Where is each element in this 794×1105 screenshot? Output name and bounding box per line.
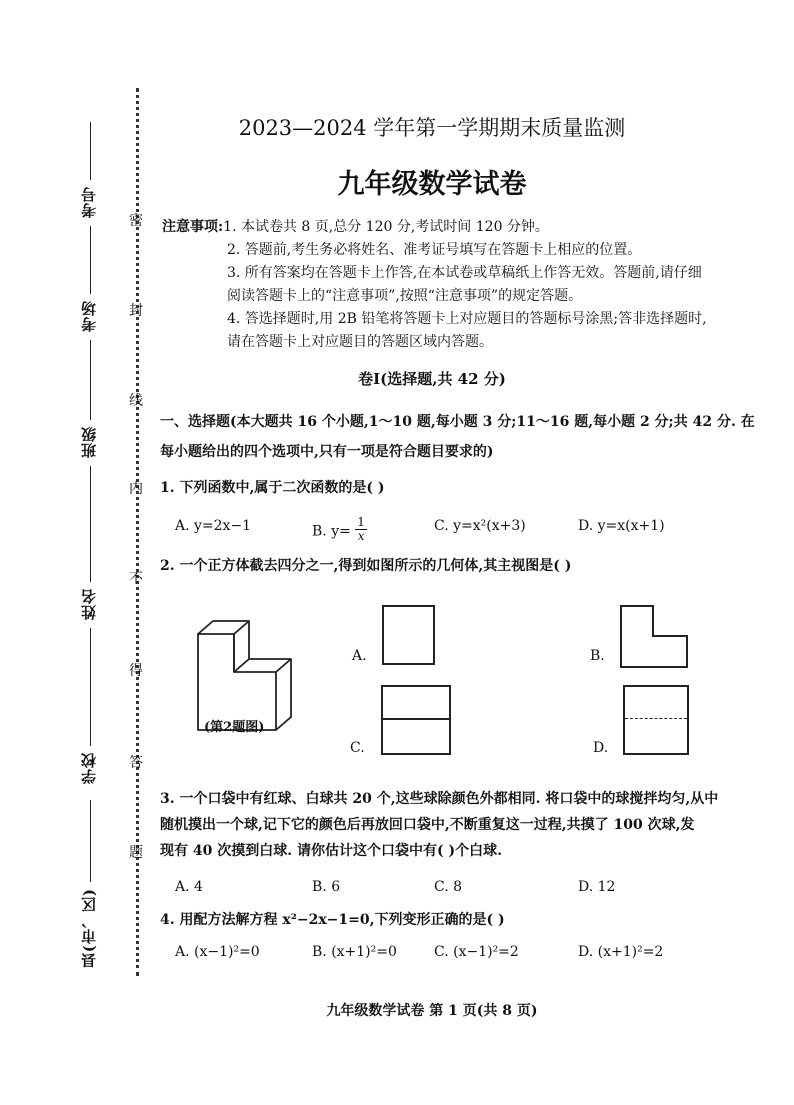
seal-char: 得 (129, 663, 143, 679)
q3-stem-line3: 现有 40 次摸到白球. 请你估计这个口袋中有( )个白球. (160, 843, 502, 859)
q3-option-a: A. 4 (175, 879, 203, 895)
q2-option-d-dashed-line (625, 718, 687, 719)
seal-char: 密 (129, 213, 143, 229)
q2-option-d-label: D. (593, 740, 609, 756)
note-item: 阅读答题卡上的“注意事项”,按照“注意事项”的规定答题。 (227, 288, 583, 304)
q3-stem-line2: 随机摸出一个球,记下它的颜色后再放回口袋中,不断重复这一过程,共摸了 100 次球,发 (160, 817, 695, 833)
q2-option-a-figure (382, 605, 435, 665)
q2-figure-caption: (第2题图) (204, 720, 265, 735)
seal-char: 不 (129, 571, 143, 587)
school-label: 学校 (80, 752, 98, 784)
note-item: 请在答题卡上对应题目的答题区域内答题。 (227, 334, 493, 350)
q4-option-d: D. (x+1)²=2 (578, 944, 664, 960)
q2-option-b-label: B. (590, 648, 605, 664)
class-label: 班级 (80, 426, 98, 458)
county-label: 县(市、区) (80, 888, 98, 969)
exam-room-label: 考场 (80, 300, 98, 332)
q2-option-c-label: C. (350, 740, 365, 756)
q1-option-a: A. y=2x−1 (175, 518, 252, 534)
q2-solid-figure (196, 618, 296, 732)
q3-stem (160, 786, 760, 864)
exam-room-line (90, 226, 91, 294)
seal-char: 答 (129, 755, 143, 771)
note-item: 1. 本试卷共 8 页,总分 120 分,考试时间 120 分钟。 (223, 219, 549, 235)
q2-option-a-label: A. (352, 648, 367, 664)
q1-frac-den: x (357, 529, 365, 543)
q1-stem: 1. 下列函数中,属于二次函数的是( ) (160, 480, 385, 496)
q2-stem: 2. 一个正方体截去四分之一,得到如图所示的几何体,其主视图是( ) (160, 558, 572, 574)
q1-frac-num: 1 (357, 515, 365, 529)
notes-block (162, 216, 742, 354)
exam-number-label: 考号 (80, 186, 98, 218)
notes-label: 注意事项: (162, 219, 224, 235)
q2-option-c-figure (381, 685, 451, 755)
county-line (90, 800, 91, 882)
page-footer: 九年级数学试卷 第 1 页(共 8 页) (326, 1003, 538, 1019)
q1-fraction (355, 516, 367, 543)
exam-subtitle: 2023—2024 学年第一学期期末质量监测 (238, 116, 626, 140)
q2-option-b-figure (620, 605, 690, 669)
school-line (90, 628, 91, 746)
q2-option-c-solid-line (383, 718, 449, 720)
seal-char: 内 (129, 481, 143, 497)
q4-option-a: A. (x−1)²=0 (175, 944, 260, 960)
note-item: 3. 所有答案均在答题卡上作答,在本试卷或草稿纸上作答无效。答题前,请仔细 (227, 265, 702, 281)
seal-char: 题 (129, 845, 143, 861)
q4-stem: 4. 用配方法解方程 x²−2x−1=0,下列变形正确的是( ) (160, 912, 505, 928)
name-label: 姓名 (80, 588, 98, 620)
q2-option-d-figure (623, 685, 689, 755)
exam-title: 九年级数学试卷 (337, 169, 527, 200)
section-heading: 卷Ⅰ(选择题,共 42 分) (358, 370, 506, 388)
q4-option-b: B. (x+1)²=0 (312, 944, 397, 960)
section-intro-line2: 每小题给出的四个选项中,只有一项是符合题目要求的) (160, 444, 494, 460)
q1-option-b (312, 515, 367, 545)
seal-char: 线 (129, 393, 143, 409)
q3-option-b: B. 6 (312, 879, 341, 895)
q1-option-c: C. y=x²(x+3) (434, 518, 526, 534)
q1-option-b-label: B. y= (312, 523, 351, 540)
q1-option-d: D. y=x(x+1) (578, 518, 665, 534)
note-item: 4. 答选择题时,用 2B 铅笔将答题卡上对应题目的答题标号涂黑;答非选择题时, (227, 311, 707, 327)
q3-stem-line1: 3. 一个口袋中有红球、白球共 20 个,这些球除颜色外都相同. 将口袋中的球搅拌均匀,从中 (160, 791, 719, 807)
section-intro-line1: 一、选择题(本大题共 16 个小题,1～10 题,每小题 3 分;11～16 题,每小题 2 分;共 42 分. 在 (160, 414, 755, 430)
note-item: 2. 答题前,考生务必将姓名、准考证号填写在答题卡上相应的位置。 (227, 242, 642, 258)
q4-option-c: C. (x−1)²=2 (434, 944, 519, 960)
q3-option-c: C. 8 (434, 879, 463, 895)
name-line (90, 466, 91, 582)
q3-option-d: D. 12 (578, 879, 616, 895)
seal-char: 封 (129, 303, 143, 319)
